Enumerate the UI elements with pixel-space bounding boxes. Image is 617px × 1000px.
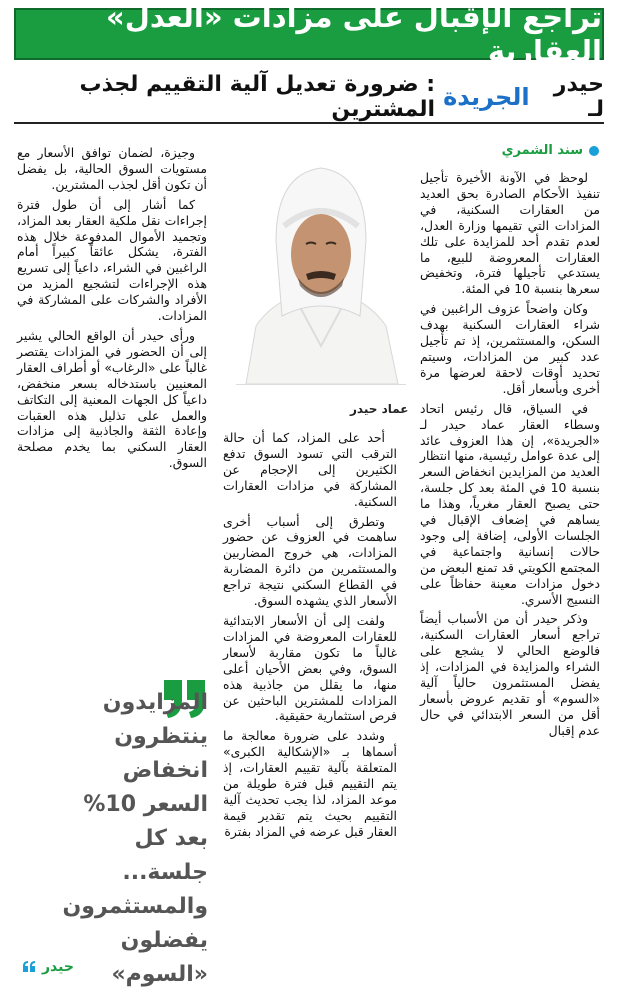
- subheadline-prefix: حيدر لـ: [553, 72, 604, 122]
- byline: [502, 143, 599, 158]
- byline-dot-icon: [589, 146, 599, 156]
- paragraph: وذكر حيدر أن من الأسباب أيضاً تراجع أسعار العقارات السكنية، فالوضع الحالي لا يشجع على الشراء والمزايدة في المزادات، إذ يفضل المستثمرون حالياً آلية «السوم» أو تقديم عروض بأسعار أقل من السعر الابتدائي في حال عدم إقبال: [420, 611, 600, 738]
- article-column-3: [17, 145, 207, 615]
- quote-text: [18, 686, 208, 992]
- paragraph: ولفت إلى أن الأسعار الابتدائية للعقارات المعروضة في المزادات غالباً ما تكون مقاربة لأسعار السوق، وفي بعض الأحيان أعلى منها، ما يقلل من جاذبية هذه المزادات للمشترين الباحثين عن فرص استثمارية حقيقية.: [223, 612, 397, 724]
- quote-line: جلسة...: [122, 860, 208, 885]
- photo-caption: عماد حيدر: [350, 402, 409, 416]
- paragraph: وكان واضحاً عزوف الراغبين في شراء العقارات السكنية بهدف السكن، والمستثمرين، إذ تم تأجيل عدد كبير من المزادات، وسيتم تحديد أوقات لاحقة لعرضها مرة أخرى وبأسعار أقل.: [420, 301, 600, 396]
- quote-line: انخفاض: [122, 758, 208, 783]
- quote-close-icon: [22, 960, 36, 974]
- quote-line: بعد كل: [134, 826, 208, 851]
- headline-text: تراجع الإقبال على مزادات «العدل» العقارية: [105, 0, 602, 68]
- paragraph: وتطرق إلى أسباب أخرى ساهمت في العزوف عن حضور المزادات، هي خروج المضاربين والمستثمرين من دائرة المضاربة في القطاع السكني نتيجة تراجع الأسعار الذي يشهده السوق.: [223, 513, 397, 609]
- newspaper-brand: الجريدة: [443, 83, 530, 111]
- quote-author-name: حيدر: [42, 959, 74, 975]
- quote-line: «السوم»: [111, 962, 208, 987]
- paragraph: لوحظ في الآونة الأخيرة تأجيل تنفيذ الأحكام الصادرة بحق العديد من العقارات السكنية، في المزادات التي تقيمها وزارة العدل، لعدم تقدم أحد للمزايدة على تلك العقارات المعروضة للبيع، ما يستدعي تأجيلها فترة، وتخفيض سعرها بنسبة 10 في المئة.: [420, 170, 600, 297]
- quote-line: المزايدون: [102, 690, 208, 715]
- headline-banner: [14, 0, 604, 68]
- subheadline: [14, 72, 604, 124]
- paragraph: وجيزة، لضمان توافق الأسعار مع مستويات السوق الحالية، بل يفضل أن تكون أقل لجذب المشترين.: [17, 145, 207, 192]
- quote-line: والمستثمرون: [62, 894, 208, 919]
- quote-line: السعر 10%: [83, 792, 208, 817]
- pull-quote: [18, 678, 208, 987]
- paragraph: أحد على المزاد، كما أن حالة الترقب التي تسود السوق تدفع الكثيرين إلى الإحجام عن المشاركة في مزادات العقارات السكنية.: [223, 430, 397, 509]
- paragraph: وشدد على ضرورة معالجة ما أسماها بـ «الإشكالية الكبرى» المتعلقة بآلية تقييم العقارات، إذ يتم التقييم قبل فترة طويلة من موعد المزاد، لذا يجب تحديث آلية التقييم بحيث يتم تقدير قيمة العقار قبل عرضه في المزاد بفترة: [223, 728, 397, 839]
- quote-author: [22, 959, 74, 975]
- paragraph: ورأى حيدر أن الواقع الحالي يشير إلى أن الحضور في المزادات يقتصر غالباً على «الرغاب» أو أطراف العقار المعنيين باستدخاله بسعر منخفض، داعياً كل الجهات المعنية إلى التكاتف والعمل على تذليل هذه العقبات وإعادة الثقة والجاذبية إلى مزادات العقار السكني بما يخدم مصلحة السوق.: [17, 327, 207, 471]
- paragraph: في السياق، قال رئيس اتحاد وسطاء العقار عماد حيدر لـ «الجريدة»، إن هذا العزوف عائد إلى عدة عوامل رئيسية، منها انتظار العديد من المزايدين انخفاض السعر بنسبة 10 في المئة بعد كل جلسة، حتى يصبح العقار مغرياً، وهذا ما يساهم في إضعاف الإقبال في الجلسات الأولى، إضافة إلى وجود حالات إنسانية واجتماعية في المجتمع الكويتي قد تمنع البعض من دخول مزادات معينة حفاظاً على النسيج الأسري.: [420, 400, 600, 607]
- subheadline-suffix: : ضرورة تعديل آلية التقييم لجذب المشترين: [79, 72, 436, 122]
- portrait-illustration: [236, 146, 406, 384]
- quote-line: يفضلون: [120, 928, 208, 953]
- paragraph: كما أشار إلى أن طول فترة إجراءات نقل ملكية العقار بعد المزاد، وتجميد الأموال المدفوعة خلال هذه الفترة، يشكل عائقاً كبيراً أمام الراغبين في الشراء، داعياً إلى تسريع هذه الإجراءات لتشجيع المزيد من الأفراد والشركات على المشاركة في المزادات.: [17, 196, 207, 324]
- quote-line: ينتظرون: [114, 724, 208, 749]
- article-column-1: [420, 170, 600, 975]
- article-column-2: [223, 430, 397, 975]
- byline-author: سند الشمري: [501, 143, 583, 158]
- portrait-photo: [236, 146, 406, 385]
